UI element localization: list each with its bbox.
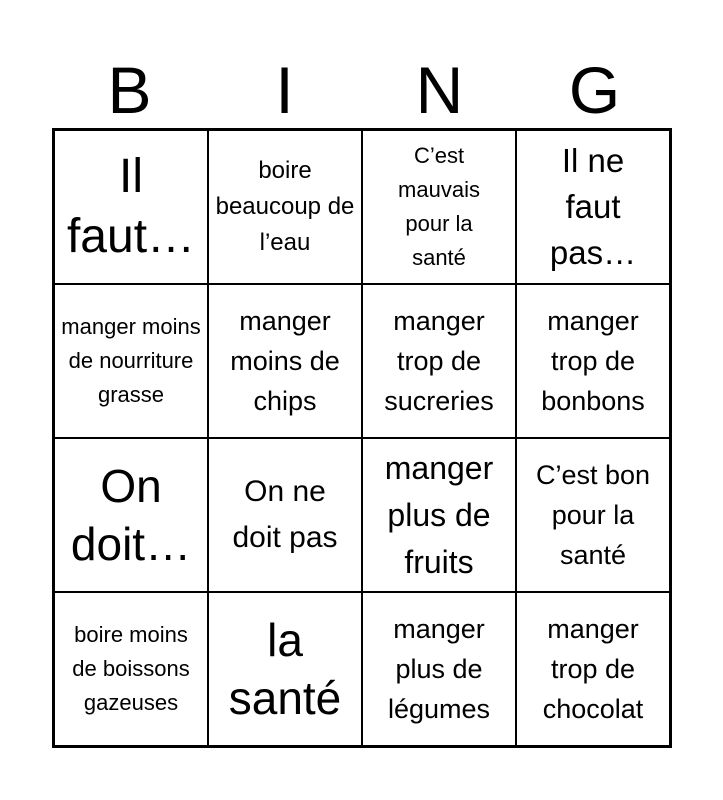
bingo-cell-r4c2[interactable] <box>208 592 362 746</box>
cell-text: manger trop de sucreries <box>384 306 494 416</box>
header-letter-b: B <box>107 53 152 127</box>
bingo-cell-r4c4[interactable] <box>516 592 670 746</box>
bingo-cell-r3c3[interactable] <box>362 438 516 592</box>
bingo-cell-r1c2[interactable] <box>208 130 362 284</box>
bingo-cell-r4c1[interactable] <box>54 592 208 746</box>
bingo-cell-r3c1[interactable] <box>54 438 208 592</box>
cell-text: manger moins de nourriture grasse <box>61 314 201 407</box>
bingo-header <box>52 52 672 128</box>
bingo-cell-r3c4[interactable] <box>516 438 670 592</box>
bingo-cell-r1c3[interactable] <box>362 130 516 284</box>
header-letter-i: I <box>275 53 294 127</box>
bingo-card <box>52 128 672 748</box>
bingo-cell-r2c4[interactable] <box>516 284 670 438</box>
header-letter-n: N <box>415 53 464 127</box>
cell-text: manger trop de bonbons <box>541 306 645 416</box>
cell-text: Il faut… <box>66 150 196 263</box>
cell-text: C’est mauvais pour la santé <box>398 143 480 270</box>
cell-text: Il ne faut pas… <box>549 142 637 271</box>
bingo-cell-r4c3[interactable] <box>362 592 516 746</box>
cell-text: manger plus de légumes <box>387 614 491 724</box>
cell-text: C’est bon pour la santé <box>535 460 651 570</box>
cell-text: boire beaucoup de l’eau <box>215 157 355 256</box>
header-letter-g: G <box>568 53 621 127</box>
bingo-cell-r3c2[interactable] <box>208 438 362 592</box>
cell-text: manger trop de chocolat <box>542 614 644 724</box>
cell-text: On ne doit pas <box>232 475 338 554</box>
bingo-cell-r2c3[interactable] <box>362 284 516 438</box>
cell-text: manger plus de fruits <box>384 449 494 580</box>
cell-text: boire moins de boissons gazeuses <box>72 622 190 715</box>
bingo-cell-r1c1[interactable] <box>54 130 208 284</box>
cell-text: manger moins de chips <box>230 306 340 416</box>
bingo-cell-r1c4[interactable] <box>516 130 670 284</box>
bingo-cell-r2c1[interactable] <box>54 284 208 438</box>
bingo-cell-r2c2[interactable] <box>208 284 362 438</box>
cell-text: On doit… <box>70 460 192 570</box>
cell-text: la santé <box>228 614 342 724</box>
